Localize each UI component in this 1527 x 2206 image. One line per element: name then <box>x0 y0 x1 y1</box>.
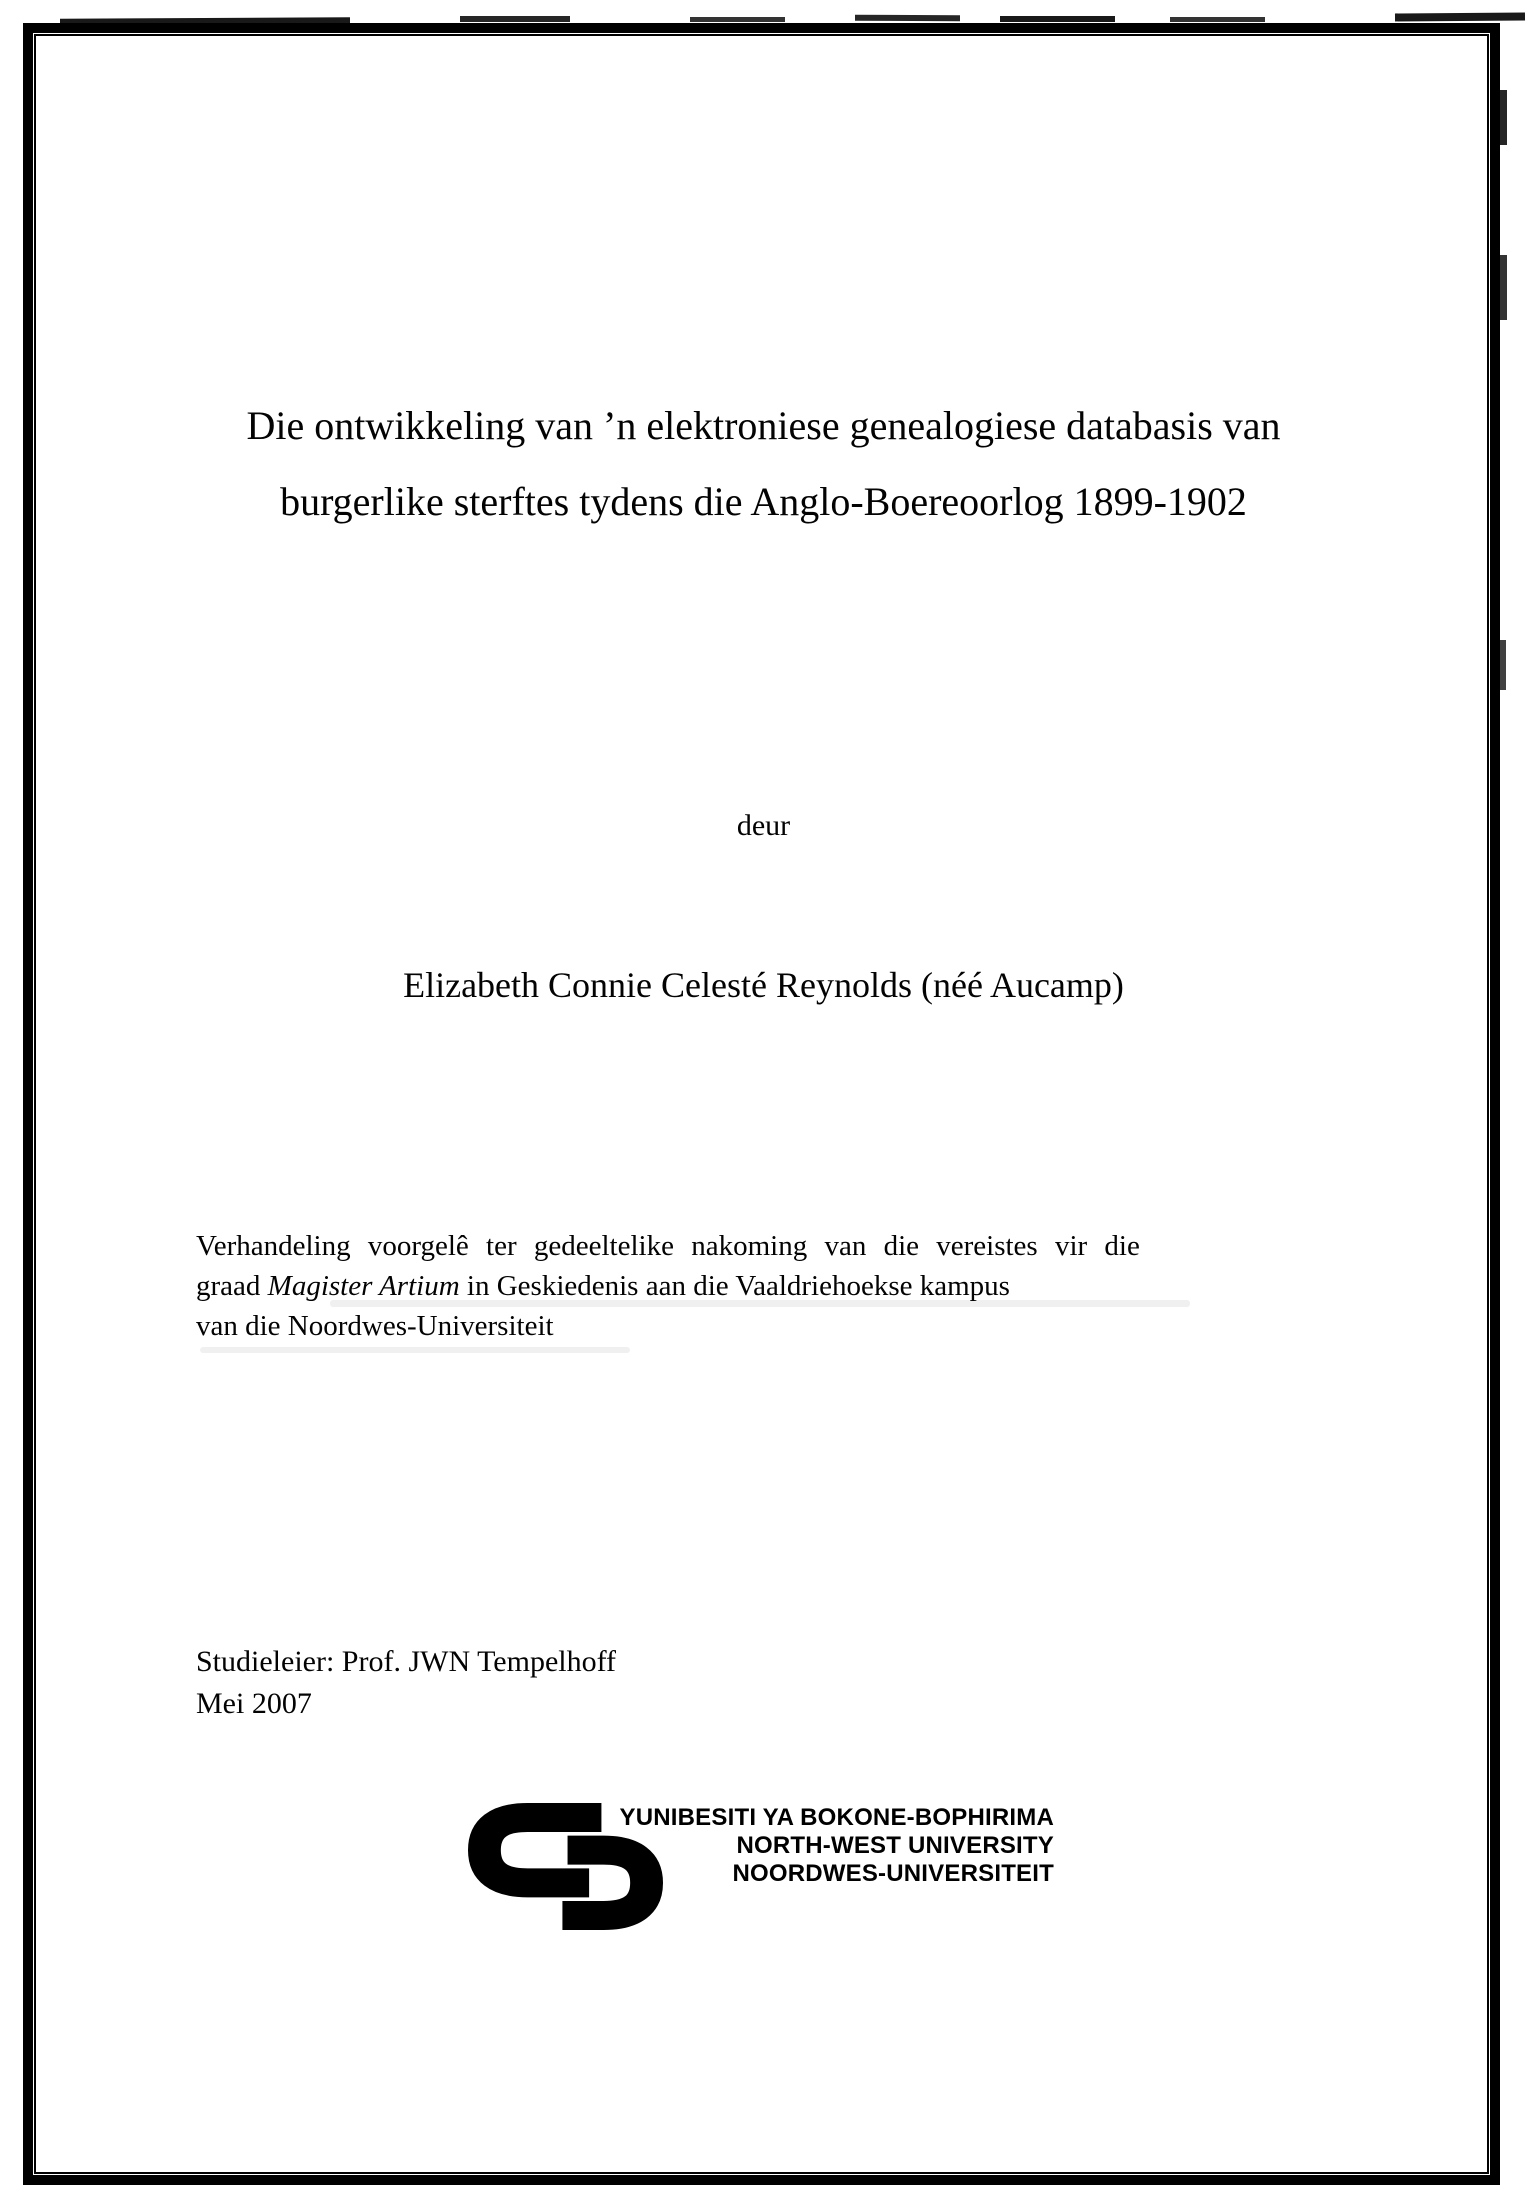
scan-artifact <box>1170 17 1265 22</box>
date-line: Mei 2007 <box>196 1687 312 1720</box>
note-line1: Verhandeling voorgelê ter gedeeltelike nakoming van die vereistes vir die <box>196 1230 1140 1262</box>
note-line2-prefix: graad <box>196 1270 261 1302</box>
scan-artifact <box>1000 16 1115 22</box>
note-line2-suffix: in Geskiedenis aan die Vaaldriehoekse kampus <box>466 1270 1010 1302</box>
scan-artifact <box>460 16 570 22</box>
scan-artifact <box>1499 640 1506 690</box>
note-line2 <box>196 1270 1010 1302</box>
scan-artifact <box>1500 90 1507 145</box>
byline-label: deur <box>736 809 791 842</box>
scan-artifact <box>1500 255 1507 320</box>
note-degree-italic: Magister Artium <box>267 1270 460 1302</box>
logo-line-afrikaans: NOORDWES-UNIVERSITEIT <box>732 1860 1054 1887</box>
scan-artifact <box>690 17 785 22</box>
thesis-title <box>10 388 1517 540</box>
university-logo <box>462 1800 1062 1970</box>
logo-line-setswana: YUNIBESITI YA BOKONE-BOPHIRIMA <box>619 1804 1054 1831</box>
scan-artifact <box>1395 13 1525 22</box>
thesis-title-line1: Die ontwikkeling van ’n elektroniese genealogiese databasis van <box>246 403 1281 448</box>
thesis-title-line2: burgerlike sterftes tydens die Anglo-Boereoorlog 1899-1902 <box>280 479 1247 524</box>
logo-line-english: NORTH-WEST UNIVERSITY <box>736 1832 1054 1859</box>
note-line3: van die Noordwes-Universiteit <box>196 1310 554 1342</box>
supervisor-line: Studieleier: Prof. JWN Tempelhoff <box>196 1645 617 1678</box>
scan-artifact <box>855 15 960 22</box>
university-logo-text <box>586 1804 1054 1888</box>
supervisor-block <box>196 1641 616 1725</box>
author-name: Elizabeth Connie Celesté Reynolds (néé Aucamp) <box>403 965 1124 1005</box>
dissertation-note <box>196 1226 1346 1346</box>
